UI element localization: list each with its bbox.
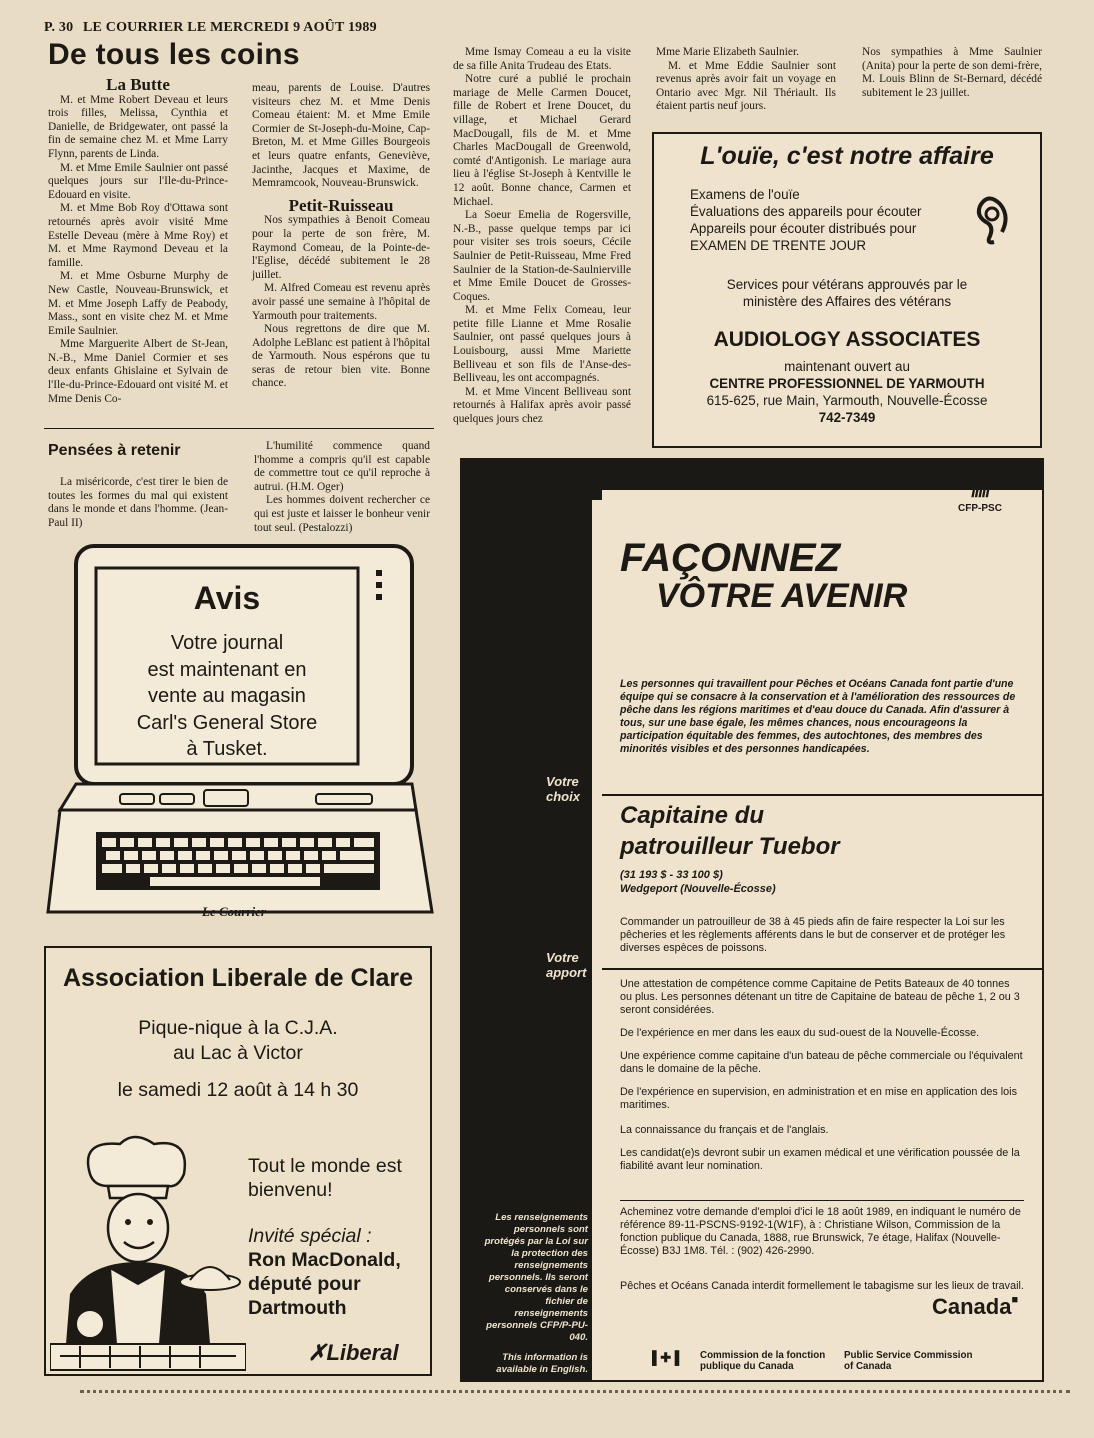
la-butte-para: M. et Mme Bob Roy d'Ottawa sont retournés après avoir visité Mme Estelle Deveau (mère à Mme Roy) et M. et Mme Raymond Deveau et la famille. (48, 202, 228, 269)
requirement-item: Une attestation de compétence comme Capitaine de Petits Bateaux de 40 tonnes ou plus. Les personnes détenant un titre de Capitaine de bateau de pêche 1, 2 ou 3 seront considérées. (620, 978, 1020, 1016)
news-column-3 (453, 46, 631, 427)
avis-line: à Tusket. (186, 738, 268, 760)
petit-ruisseau-para: Nos sympathies à Benoit Comeau pour la perte de son frère, M. Raymond Comeau, de la Pointe-de-l'Eglise, décédé subitement le 28 juillet. (252, 214, 430, 281)
headline-line-2: VÔTRE AVENIR (656, 577, 908, 615)
liberal-event-line: Pique-nique à la C.J.A. (138, 1017, 338, 1039)
requirement-item: Les candidat(e)s devront subir un examen médical et une vérification poussée de la fiabilité avant leur nomination. (620, 1147, 1020, 1172)
salary: (31 193 $ - 33 100 $) (620, 869, 723, 881)
la-butte-column-1 (48, 75, 228, 406)
label-line: Votre (546, 950, 579, 965)
avis-line: est maintenant en (147, 658, 307, 681)
label-line: apport (546, 965, 587, 980)
phone: 742-7349 (818, 410, 876, 425)
location: Wedgeport (Nouvelle-Écosse) (620, 883, 776, 895)
service-item: Appareils pour écouter distribués pour (690, 221, 917, 236)
headline-line-1: FAÇONNEZ (620, 536, 840, 580)
la-butte-para: M. et Mme Emile Saulnier ont passé quelques jours sur l'Ile-du-Prince-Edouard en visite. (48, 161, 228, 201)
stripes-icon: ///// (971, 480, 989, 502)
liberal-logo-text: Liberal (326, 1340, 399, 1365)
section-title: De tous les coins (48, 38, 300, 71)
la-butte-continued: meau, parents de Louise. D'autres visiteurs chez M. et Mme Denis Comeau étaient: M. et Mme Emile Cormier de St-Joseph-du-Moine, Cap-Breton, M. et Mme Gilles Bourgeois et leurs quatre enfants, Geneviève, Jacinthe, Jacques et Maxime, de Memramcook, Nouveau-Brunswick. (252, 82, 430, 190)
job-duties: Commander un patrouilleur de 38 à 45 pieds afin de faire respecter la Loi sur les pêcheries et les règlements afférents dans le but de conserver et de protéger les diverses espèces de poissons. (620, 916, 1006, 954)
canada-wordmark (932, 1294, 1018, 1320)
pensees-column-1 (48, 476, 228, 530)
cfp-psc-logo (940, 480, 1020, 514)
label-votre-apport (546, 950, 596, 980)
guest-label: Invité spécial : (248, 1225, 372, 1247)
le-courrier-logo: Le Courrier (202, 904, 266, 919)
pensee-quote: La miséricorde, c'est tirer le bien de toutes les formes du mal qui existent dans le monde et dans l'homme. (Jean-Paul II) (48, 476, 228, 529)
liberal-logo-mark-icon: ✗ (308, 1340, 327, 1365)
news-para: M. et Mme Eddie Saulnier sont revenus après avoir fait un voyage en Ontario avec Mgr. Nil Thériault. Ils étaient partis neuf jours. (656, 59, 836, 113)
no-smoking: Pêches et Océans Canada interdit formellement le tabagisme sur les lieux de travail. (620, 1280, 1024, 1292)
audiology-ad (652, 132, 1042, 448)
la-butte-para: Mme Marguerite Albert de St-Jean, N.-B., Mme Daniel Cormier et ses deux enfants Ghislaine et Sylvain de l'Ile-du-Prince-Edouard ont visité M. et Mme Denis Co- (48, 338, 228, 405)
requirement-item: De l'expérience en supervision, en administration et en mise en application des lois maritimes. (620, 1086, 1017, 1111)
service-item: Examens de l'ouïe (690, 187, 800, 202)
centre-name: CENTRE PROFESSIONNEL DE YARMOUTH (709, 376, 985, 391)
job-requirements (620, 978, 1024, 1173)
commission-fr: publique du Canada (700, 1361, 794, 1372)
liberal-title: Association Liberale de Clare (62, 964, 414, 992)
news-column-5 (862, 46, 1042, 100)
la-butte-para: M. et Mme Osburne Murphy de New Castle, Nouveau-Brunswick, et M. et Mme Joseph Laffy de Peabody, Mass., sont en visite chez M. et Mme Emile Saulnier. (48, 270, 228, 337)
commission-fr: Commission de la fonction (700, 1350, 826, 1361)
bottom-border (80, 1390, 1070, 1397)
guest-role: Dartmouth (248, 1297, 347, 1319)
job-intro: Les personnes qui travaillent pour Pêches et Océans Canada font partie d'une équipe qui se consacre à la conservation et à l'amélioration des ressources de pêche dans les régions maritimes et d'eau douce du Canada. Afin d'assurer à tous, sur une base égale, les mêmes chances, nous encourageons la participation équitable des femmes, des autochtones, des membres des minorités visibles et des personnes handicapées. (620, 678, 1016, 755)
apport-rule (602, 968, 1042, 970)
guest-name: Ron MacDonald, (248, 1249, 401, 1271)
choix-rule (602, 794, 1042, 796)
audiology-services (690, 186, 922, 254)
petit-ruisseau-para: M. Alfred Comeau est revenu après avoir passé une semaine à l'hôpital de Yarmouth pour traitements. (252, 282, 430, 322)
label-line: Votre (546, 774, 579, 789)
masthead-text: LE COURRIER LE MERCREDI 9 AOÛT 1989 (82, 20, 377, 35)
pensees-column-2 (254, 440, 430, 535)
requirement-item: Une expérience comme capitaine d'un bateau de pêche commerciale ou l'équivalent dans le domaine de la pêche. (620, 1050, 1023, 1075)
service-item: EXAMEN DE TRENTE JOUR (690, 238, 867, 253)
label-votre-choix (546, 774, 596, 804)
la-butte-para: M. et Mme Robert Deveau et leurs trois filles, Melissa, Cynthia et Danielle, de Bridgewater, ont passé la fin de semaine chez M. et Mme Larry Flynn, parents de Linda. (48, 93, 228, 160)
ear-icon (972, 192, 1012, 248)
service-item: Évaluations des appareils pour écouter (690, 204, 922, 219)
veterans-text (654, 276, 1040, 310)
requirement-item: La connaissance du français et de l'anglais. (620, 1124, 829, 1136)
liberal-guest (248, 1224, 401, 1320)
news-para: Notre curé a publié le prochain mariage de Melle Carmen Doucet, fille de Robert et Irene Doucet, du village, et Michael Gerard MacDougall, fils de M. et Mme Charles MacDougall de Greenwold, comté d'Antigonish. Le mariage aura lieu à l'église St-Joseph à Kentville le 12 août. Bonne chance, Carmen et Michael. (453, 73, 631, 208)
label-line: choix (546, 789, 580, 804)
avis-line: Votre journal (170, 632, 284, 654)
liberal-welcome (248, 1154, 402, 1202)
avis-text (96, 630, 358, 763)
liberal-event-date: le samedi 12 août à 14 h 30 (117, 1079, 359, 1101)
veterans-line: ministère des Affaires des vétérans (742, 294, 952, 309)
job-ad (460, 458, 1044, 1382)
news-para: M. et Mme Felix Comeau, leur petite fille Lianne et Mme Rosalie Saulnier, ont passé quelques jours à Louisbourg, aussi Mme Mariette Belliveau et son fils de l'Anse-des-Belliveau, les ont accompagnés. (453, 304, 631, 385)
audiology-company: AUDIOLOGY ASSOCIATES (713, 328, 981, 351)
canada-text: Canada (932, 1294, 1012, 1319)
audiology-location (654, 358, 1040, 426)
news-para: La Soeur Emelia de Rogersville, N.-B., passe quelque temps par ici pour visiter ses trois soeurs, Cécile Saulnier de Petit-Ruisseau, Mme Fred Saulnier de la Station-de-Saulnierville et Mme Emile Doucet de Grosses-Coques. (453, 209, 631, 303)
avis-line: vente au magasin (148, 685, 306, 707)
canada-flag-icon: ▌✚▐ (652, 1350, 679, 1365)
position-line: patrouilleur Tuebor (620, 833, 840, 860)
news-column-4 (656, 46, 836, 114)
job-position (620, 800, 840, 862)
apply-instructions: Acheminez votre demande d'emploi d'ici le 18 août 1989, en indiquant le numéro de référence 89-11-PSCNS-9192-1(W1F), à : Christiane Wilson, Commission de la fonction publique du Canada, 1888, rue Brunswick, 7e étage, Halifax (Nouvelle-Écosse) B3J 1M8. Tél. : (902) 426-2990. (620, 1206, 1021, 1257)
masthead (44, 20, 377, 36)
chef-illustration (50, 1134, 246, 1374)
news-para: Mme Marie Elizabeth Saulnier. (656, 46, 799, 58)
pensee-quote: Les hommes doivent rechercher ce qui est juste et laisser le bonheur venir tout seul. (Pestalozzi) (254, 494, 430, 534)
petit-ruisseau-para: Nous regrettons de dire que M. Adolphe LeBlanc est patient à l'hôpital de Yarmouth. Nous espérons que tu seras de retour bien vite. Bonne chance. (252, 323, 430, 390)
pensees-title: Pensées à retenir (48, 442, 181, 459)
english-note: This information is available in English. (496, 1352, 588, 1375)
news-para: Mme Ismay Comeau a eu la visite de sa fille Anita Trudeau des Etats. (453, 46, 631, 72)
section-divider (44, 428, 434, 429)
news-para: M. et Mme Vincent Belliveau sont retournés à Halifax après avoir passé quelques jours chez (453, 385, 631, 426)
cfp-psc-text: CFP-PSC (958, 503, 1002, 514)
job-salary-location (620, 868, 776, 896)
welcome-line: bienvenu! (248, 1179, 333, 1201)
pensee-quote: L'humilité commence quand l'homme a compris qu'il est capable de commettre tout ce qu'il reproche à autrui. (H.M. Oger) (254, 440, 430, 493)
open-text: maintenant ouvert au (784, 359, 910, 374)
news-para: Nos sympathies à Mme Saulnier (Anita) pour la perte de son demi-frère, M. Louis Blinn de St-Bernard, décédé subitement le 23 juillet. (862, 46, 1042, 99)
liberal-logo (308, 1340, 399, 1366)
petit-ruisseau-title: Petit-Ruisseau (288, 195, 394, 215)
address: 615-625, rue Main, Yarmouth, Nouvelle-Écosse (706, 393, 988, 408)
avis-title: Avis (193, 580, 261, 616)
commission-en: of Canada (844, 1361, 892, 1372)
requirement-item: De l'expérience en mer dans les eaux du sud-ouest de la Nouvelle-Écosse. (620, 1027, 980, 1039)
position-line: Capitaine du (620, 802, 765, 829)
guest-role: député pour (248, 1273, 361, 1295)
la-butte-title: La Butte (106, 75, 170, 94)
la-butte-column-2 (252, 82, 430, 391)
veterans-line: Services pour vétérans approuvés par le (726, 277, 968, 292)
liberal-event-line: au Lac à Victor (173, 1042, 303, 1064)
flag-icon: ■ (1011, 1294, 1019, 1306)
privacy-note: Les renseignements personnels sont protégés par la Loi sur la protection des renseignements personnels. Ils seront conservés dans le fichier de renseignements personnels CFP/P-PU-040. (484, 1212, 588, 1343)
audiology-headline: L'ouïe, c'est notre affaire (700, 142, 994, 170)
avis-line: Carl's General Store (136, 711, 318, 734)
liberal-event (46, 1016, 430, 1103)
page-number: P. 30 (44, 20, 74, 35)
commission-en: Public Service Commission (844, 1350, 973, 1361)
liberal-ad (44, 946, 432, 1376)
apply-rule (620, 1200, 1024, 1201)
welcome-line: Tout le monde est (248, 1155, 402, 1177)
job-headline (620, 538, 907, 614)
